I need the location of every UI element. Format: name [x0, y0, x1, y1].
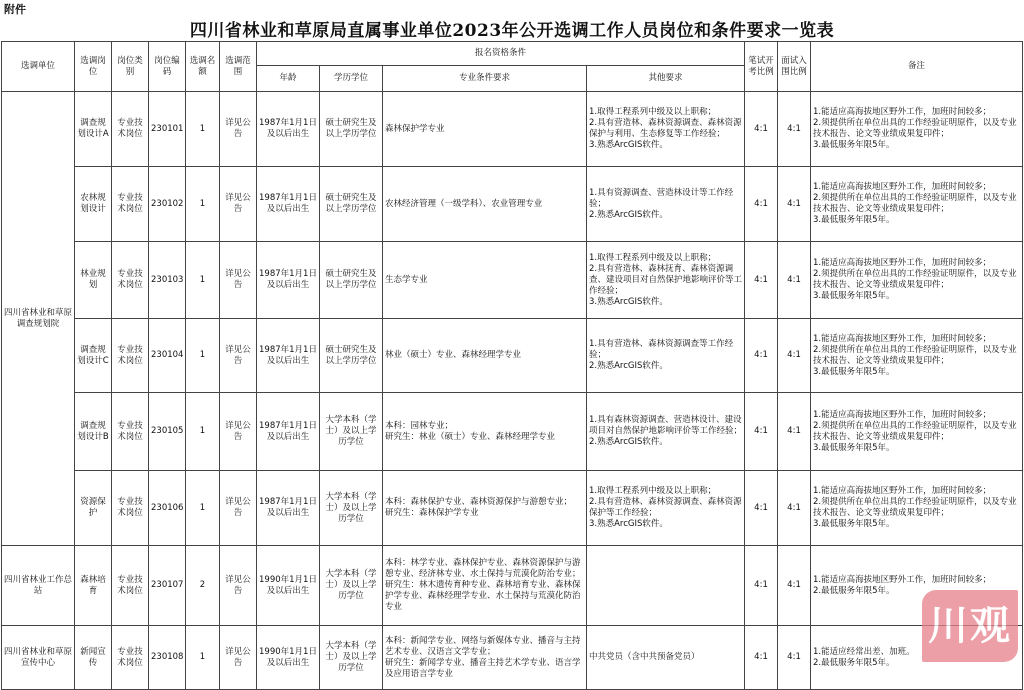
- table-row: [2, 319, 1023, 393]
- table-body: [2, 92, 1023, 690]
- row-position: 调查规划设计B: [75, 393, 112, 471]
- row-quota: 1: [186, 393, 220, 471]
- row-education: 硕士研究生及以上学历学位: [320, 242, 383, 319]
- col-written-ratio: 笔试开考比例: [745, 42, 778, 92]
- row-remarks: 1.能适应高海拔地区野外工作，加班时间较多； 2.须提供所在单位出具的工作经验证明原件，以及专业技术报告、论文等业绩成果复印件； 3.最低服务年限5年。: [811, 242, 1023, 319]
- col-quota: 选调名额: [186, 42, 220, 92]
- row-scope: 详见公告: [220, 92, 257, 167]
- row-education: 硕士研究生及以上学历学位: [320, 167, 383, 242]
- row-age: 1987年1月1日及以后出生: [257, 393, 320, 471]
- col-education: 学历学位: [320, 66, 383, 92]
- row-category: 专业技术岗位: [112, 319, 149, 393]
- row-category: 专业技术岗位: [112, 242, 149, 319]
- row-age: 1990年1月1日及以后出生: [257, 546, 320, 626]
- row-code: 230103: [149, 242, 186, 319]
- row-scope: 详见公告: [220, 319, 257, 393]
- row-remarks: 1.能适应高海拔地区野外工作，加班时间较多； 2.须提供所在单位出具的工作经验证明原件，以及专业技术报告、论文等业绩成果复印件； 3.最低服务年限5年。: [811, 319, 1023, 393]
- row-unit: 四川省林业工作总站: [2, 546, 75, 626]
- attachment-label: 附件: [4, 3, 26, 16]
- row-major: 本科：新闻学专业、网络与新媒体专业、播音与主持艺术专业、汉语言文学专业； 研究生：新闻学专业、播音主持艺术学专业、语言学及应用语言学专业: [383, 626, 587, 690]
- row-major: 生态学专业: [383, 242, 587, 319]
- col-interview-ratio: 面试入围比例: [778, 42, 811, 92]
- row-quota: 1: [186, 242, 220, 319]
- row-position: 调查规划设计A: [75, 92, 112, 167]
- row-scope: 详见公告: [220, 546, 257, 626]
- row-category: 专业技术岗位: [112, 167, 149, 242]
- row-written-ratio: 4:1: [745, 167, 778, 242]
- row-scope: 详见公告: [220, 167, 257, 242]
- row-other: [587, 546, 745, 626]
- row-code: 230108: [149, 626, 186, 690]
- row-interview-ratio: 4:1: [778, 471, 811, 546]
- row-code: 230105: [149, 393, 186, 471]
- row-other: 1.具有森林资源调查、营造林设计、建设项目对自然保护地影响评价等工作经验； 2.熟悉ArcGIS软件。: [587, 393, 745, 471]
- col-age: 年龄: [257, 66, 320, 92]
- row-major: 本科：园林专业； 研究生：林业（硕士）专业、森林经理学专业: [383, 393, 587, 471]
- row-other: 1.具有营造林、森林资源调查等工作经验； 2.熟悉ArcGIS软件。: [587, 319, 745, 393]
- row-remarks: 1.能适应高海拔地区野外工作，加班时间较多； 2.最低服务年限5年。: [811, 546, 1023, 626]
- row-quota: 2: [186, 546, 220, 626]
- row-education: 大学本科（学士）及以上学历学位: [320, 393, 383, 471]
- row-other: 1.取得工程系列中级及以上职称； 2.具有营造林、森林资源调查、森林资源保护与利用、生态修复等工作经验； 3.熟悉ArcGIS软件。: [587, 92, 745, 167]
- row-category: 专业技术岗位: [112, 626, 149, 690]
- row-code: 230104: [149, 319, 186, 393]
- row-code: 230101: [149, 92, 186, 167]
- table-row: [2, 393, 1023, 471]
- row-interview-ratio: 4:1: [778, 242, 811, 319]
- row-scope: 详见公告: [220, 471, 257, 546]
- row-age: 1990年1月1日及以后出生: [257, 626, 320, 690]
- row-interview-ratio: 4:1: [778, 393, 811, 471]
- positions-table: [1, 41, 1023, 690]
- row-scope: 详见公告: [220, 242, 257, 319]
- row-position: 调查规划设计C: [75, 319, 112, 393]
- row-interview-ratio: 4:1: [778, 92, 811, 167]
- row-code: 230102: [149, 167, 186, 242]
- row-quota: 1: [186, 626, 220, 690]
- row-written-ratio: 4:1: [745, 242, 778, 319]
- row-quota: 1: [186, 167, 220, 242]
- table-row: [2, 167, 1023, 242]
- col-qualifications: 报名资格条件: [257, 42, 745, 66]
- row-scope: 详见公告: [220, 393, 257, 471]
- row-remarks: 1.能适应经常出差、加班。 2.最低服务年限5年。: [811, 626, 1023, 690]
- watermark-logo: 川观: [922, 590, 1018, 662]
- row-written-ratio: 4:1: [745, 546, 778, 626]
- row-position: 森林培育: [75, 546, 112, 626]
- table-row: [2, 471, 1023, 546]
- col-scope: 选调范围: [220, 42, 257, 92]
- row-written-ratio: 4:1: [745, 393, 778, 471]
- row-education: 大学本科（学士）及以上学历学位: [320, 626, 383, 690]
- row-age: 1987年1月1日及以后出生: [257, 471, 320, 546]
- row-quota: 1: [186, 92, 220, 167]
- row-other: 1.取得工程系列中级及以上职称； 2.具有营造林、森林资源调查、森林资源保护等工作经验； 3.熟悉ArcGIS软件。: [587, 471, 745, 546]
- row-remarks: 1.能适应高海拔地区野外工作，加班时间较多； 2.须提供所在单位出具的工作经验证明原件，以及专业技术报告、论文等业绩成果复印件； 3.最低服务年限5年。: [811, 92, 1023, 167]
- row-remarks: 1.能适应高海拔地区野外工作，加班时间较多； 2.须提供所在单位出具的工作经验证明原件，以及专业技术报告、论文等业绩成果复印件； 3.最低服务年限5年。: [811, 393, 1023, 471]
- table-row: [2, 242, 1023, 319]
- col-remarks: 备注: [811, 42, 1023, 92]
- table-row: [2, 626, 1023, 690]
- row-unit: 四川省林业和草原宣传中心: [2, 626, 75, 690]
- row-remarks: 1.能适应高海拔地区野外工作，加班时间较多； 2.须提供所在单位出具的工作经验证明原件，以及专业技术报告、论文等业绩成果复印件； 3.最低服务年限5年。: [811, 167, 1023, 242]
- row-major: 林业（硕士）专业、森林经理学专业: [383, 319, 587, 393]
- col-position: 选调岗位: [75, 42, 112, 92]
- row-age: 1987年1月1日及以后出生: [257, 319, 320, 393]
- row-education: 硕士研究生及以上学历学位: [320, 319, 383, 393]
- row-interview-ratio: 4:1: [778, 626, 811, 690]
- row-category: 专业技术岗位: [112, 546, 149, 626]
- row-interview-ratio: 4:1: [778, 167, 811, 242]
- row-other: 中共党员（含中共预备党员）: [587, 626, 745, 690]
- row-age: 1987年1月1日及以后出生: [257, 242, 320, 319]
- col-category: 岗位类别: [112, 42, 149, 92]
- row-position: 资源保护: [75, 471, 112, 546]
- row-remarks: 1.能适应高海拔地区野外工作，加班时间较多； 2.须提供所在单位出具的工作经验证明原件，以及专业技术报告、论文等业绩成果复印件； 3.最低服务年限5年。: [811, 471, 1023, 546]
- row-written-ratio: 4:1: [745, 626, 778, 690]
- row-age: 1987年1月1日及以后出生: [257, 92, 320, 167]
- row-other: 1.具有资源调查、营造林设计等工作经验； 2.熟悉ArcGIS软件。: [587, 167, 745, 242]
- row-position: 农林规划设计: [75, 167, 112, 242]
- row-category: 专业技术岗位: [112, 92, 149, 167]
- row-unit: 四川省林业和草原调查规划院: [2, 92, 75, 546]
- row-quota: 1: [186, 319, 220, 393]
- row-age: 1987年1月1日及以后出生: [257, 167, 320, 242]
- row-major: 农林经济管理（一级学科）、农业管理专业: [383, 167, 587, 242]
- row-position: 林业规划: [75, 242, 112, 319]
- row-code: 230106: [149, 471, 186, 546]
- page-title: 四川省林业和草原局直属事业单位2023年公开选调工作人员岗位和条件要求一览表: [189, 21, 835, 41]
- table-row: [2, 546, 1023, 626]
- row-written-ratio: 4:1: [745, 319, 778, 393]
- row-interview-ratio: 4:1: [778, 319, 811, 393]
- row-education: 大学本科（学士）及以上学历学位: [320, 471, 383, 546]
- row-category: 专业技术岗位: [112, 471, 149, 546]
- row-written-ratio: 4:1: [745, 471, 778, 546]
- row-quota: 1: [186, 471, 220, 546]
- col-code: 岗位编码: [149, 42, 186, 92]
- row-scope: 详见公告: [220, 626, 257, 690]
- col-major: 专业条件要求: [383, 66, 587, 92]
- col-unit: 选调单位: [2, 42, 75, 92]
- row-education: 大学本科（学士）及以上学历学位: [320, 546, 383, 626]
- row-position: 新闻宣传: [75, 626, 112, 690]
- row-category: 专业技术岗位: [112, 393, 149, 471]
- row-code: 230107: [149, 546, 186, 626]
- col-other: 其他要求: [587, 66, 745, 92]
- row-interview-ratio: 4:1: [778, 546, 811, 626]
- row-other: 1.取得工程系列中级及以上职称； 2.具有营造林、森林抚育、森林资源调查、建设项目对自然保护地影响评价等工作经验； 3.熟悉ArcGIS软件。: [587, 242, 745, 319]
- row-written-ratio: 4:1: [745, 92, 778, 167]
- row-education: 硕士研究生及以上学历学位: [320, 92, 383, 167]
- row-major: 本科：林学专业、森林保护专业、森林资源保护与游憩专业、经济林专业、水土保持与荒漠化防治专业； 研究生：林木遗传育种专业、森林培育专业、森林保护学专业、森林经理学专业、水土保持与荒漠化防治专业: [383, 546, 587, 626]
- row-major: 森林保护学专业: [383, 92, 587, 167]
- row-major: 本科：森林保护专业、森林资源保护与游憩专业； 研究生：森林保护学专业: [383, 471, 587, 546]
- table-row: [2, 92, 1023, 167]
